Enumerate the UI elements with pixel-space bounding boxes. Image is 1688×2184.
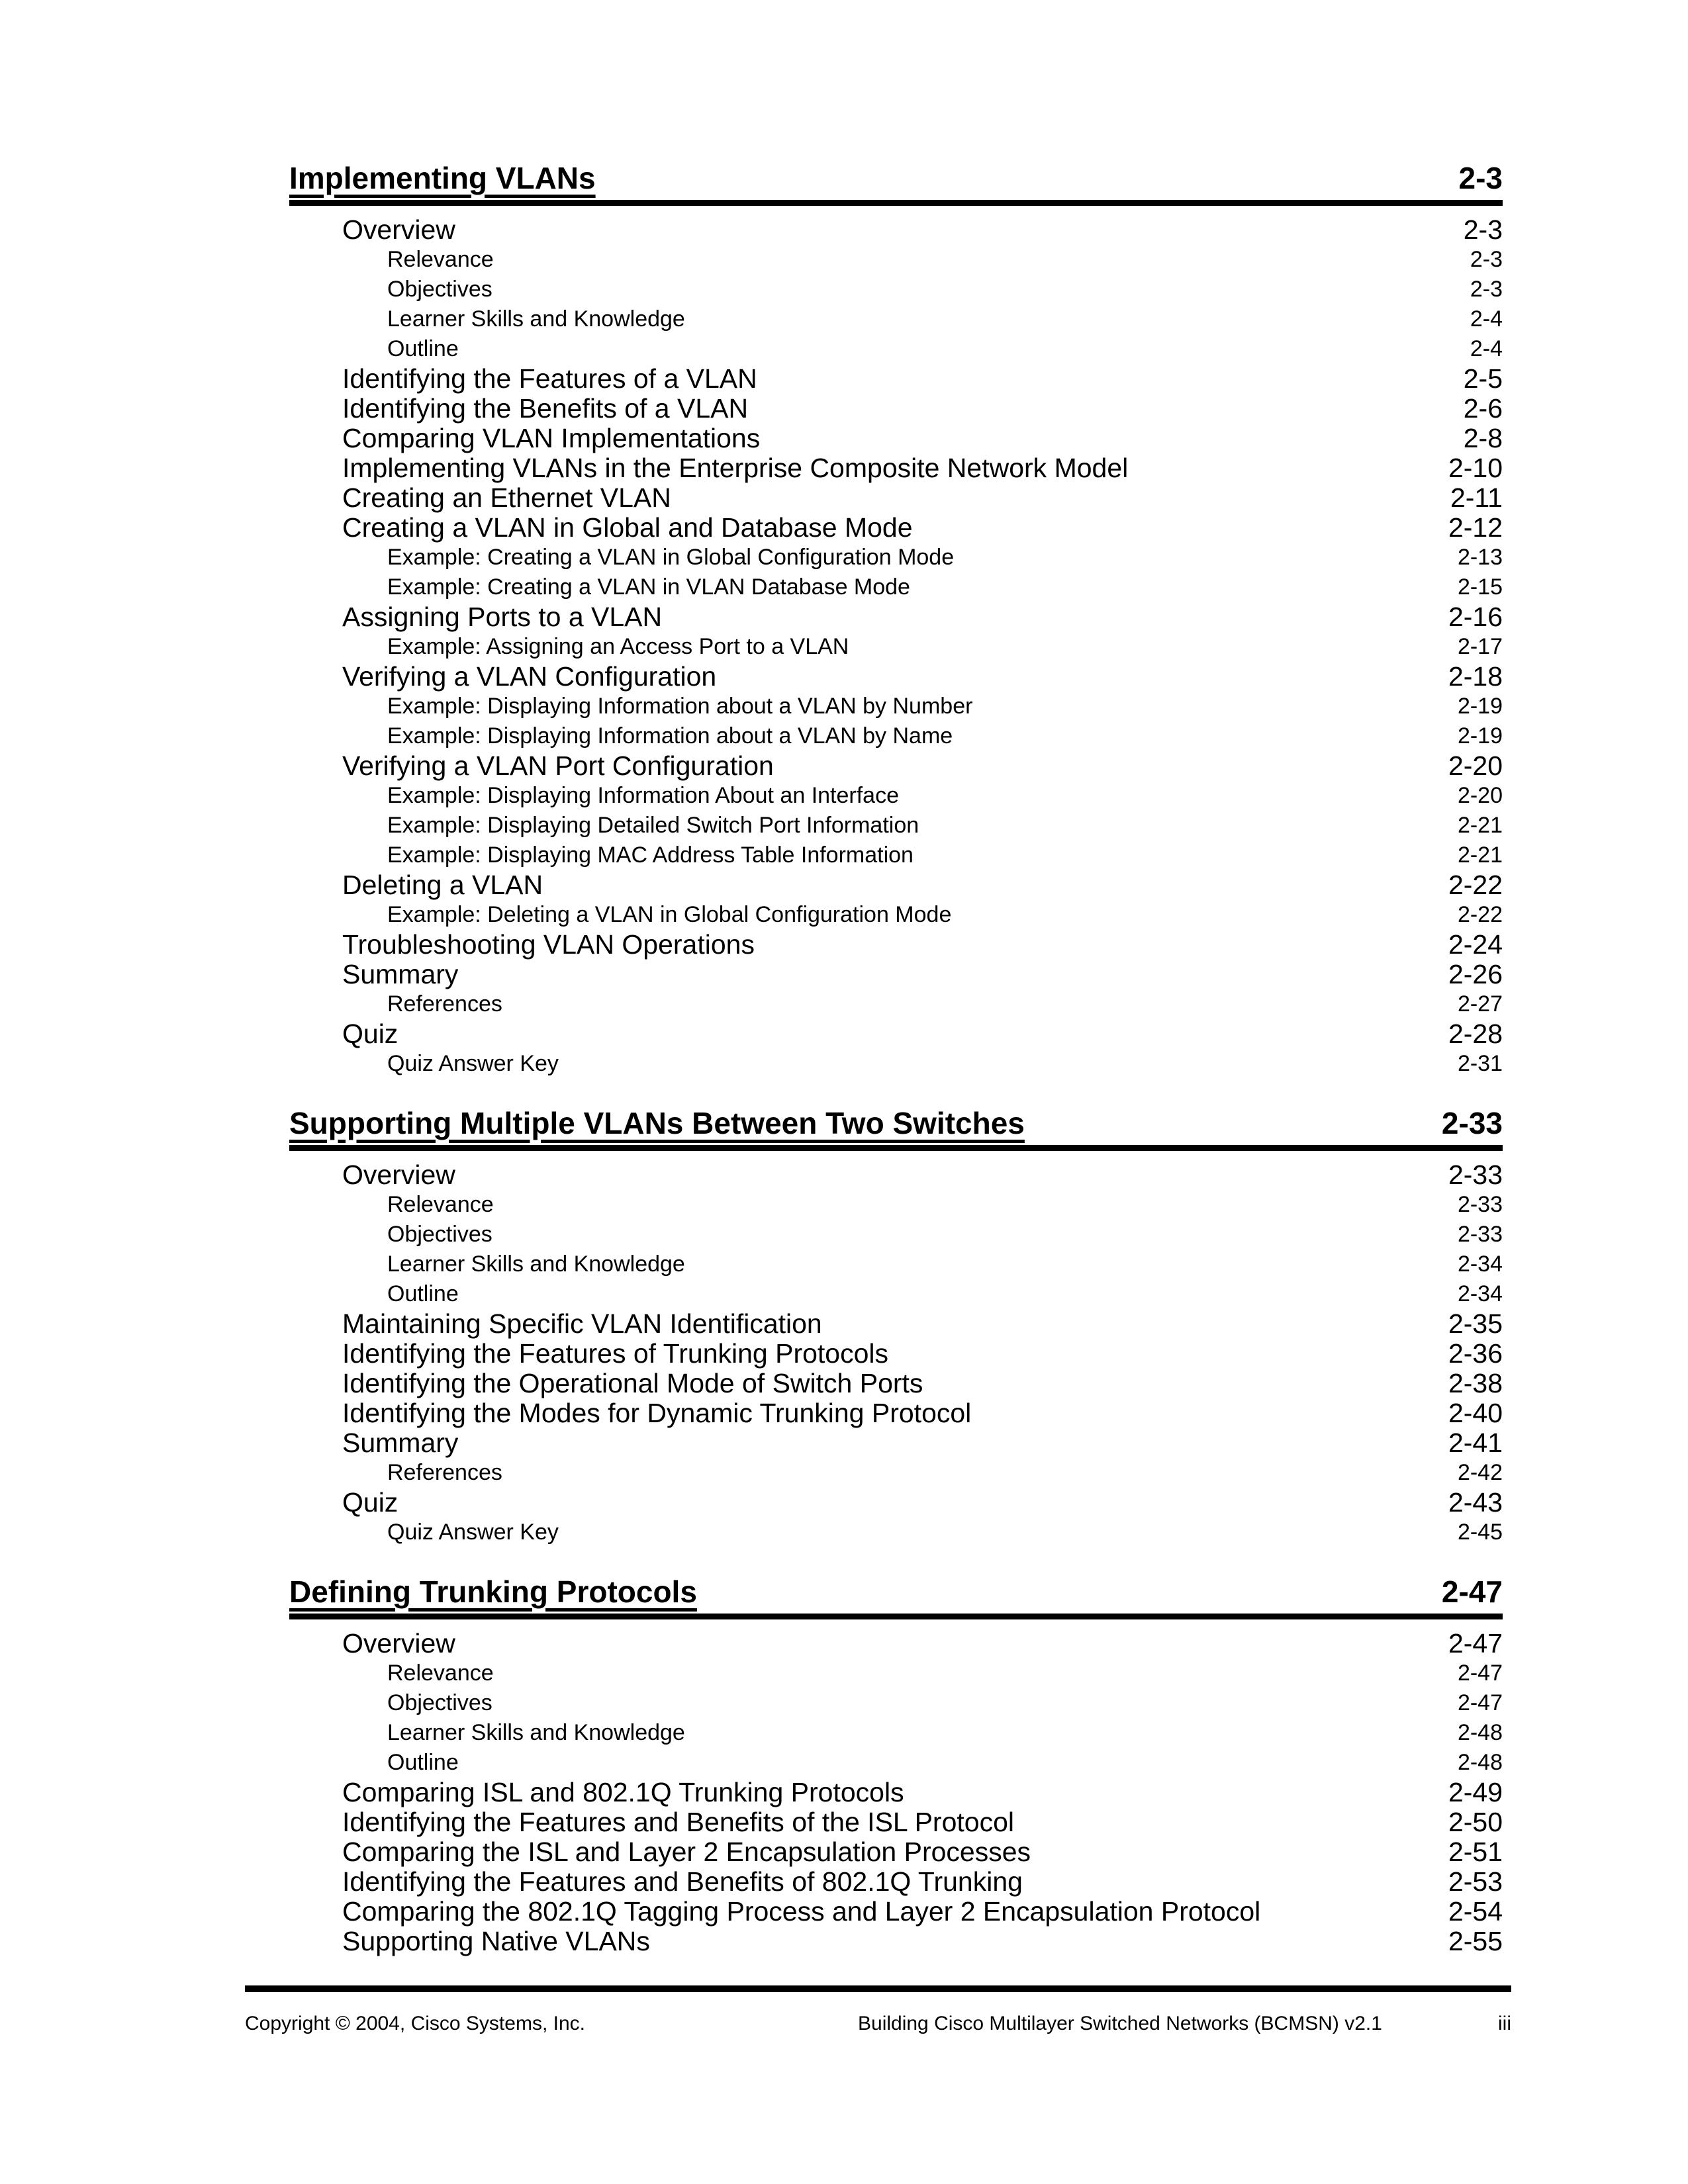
toc-entry-label: Quiz bbox=[342, 1019, 399, 1049]
toc-row bbox=[289, 1837, 1503, 1867]
toc-row bbox=[289, 781, 1503, 811]
toc-entry-label: Learner Skills and Knowledge bbox=[387, 1720, 685, 1745]
toc-row bbox=[289, 1927, 1503, 1956]
toc-row bbox=[289, 453, 1503, 483]
toc-entry-page: 2-20 bbox=[1448, 751, 1503, 781]
toc-entry-page: 2-18 bbox=[1448, 661, 1503, 692]
toc-entry-label: Deleting a VLAN bbox=[342, 870, 543, 900]
toc-entry-label: Assigning Ports to a VLAN bbox=[342, 602, 663, 632]
toc-entry-page: 2-13 bbox=[1457, 545, 1503, 570]
toc-row bbox=[289, 1659, 1503, 1688]
toc-row bbox=[289, 1160, 1503, 1190]
toc-entry-label: Example: Displaying Information About an Interface bbox=[387, 783, 899, 808]
toc-row bbox=[289, 572, 1503, 602]
page-footer bbox=[245, 1985, 1511, 2052]
toc-row bbox=[289, 721, 1503, 751]
toc-entry-label: Identifying the Operational Mode of Switch Ports bbox=[342, 1369, 923, 1398]
toc-entry-label: Verifying a VLAN Configuration bbox=[342, 662, 717, 692]
toc-row bbox=[289, 275, 1503, 304]
toc-row bbox=[289, 483, 1503, 513]
toc-entry-label: Identifying the Features and Benefits of 802.1Q Trunking bbox=[342, 1867, 1023, 1897]
toc-entry-page: 2-19 bbox=[1457, 694, 1503, 719]
toc-entry-label: Overview bbox=[342, 1629, 455, 1659]
toc-entry-label: Verifying a VLAN Port Configuration bbox=[342, 751, 774, 781]
toc-entry-label: Outline bbox=[387, 1281, 459, 1306]
toc-entry-label: Supporting Native VLANs bbox=[342, 1927, 650, 1956]
toc-entry-page: 2-50 bbox=[1448, 1807, 1503, 1837]
toc-row bbox=[289, 1867, 1503, 1897]
toc bbox=[289, 160, 1503, 1956]
toc-entry-label: Outline bbox=[387, 1750, 459, 1775]
section-entries bbox=[289, 1151, 1503, 1547]
toc-entry-label: Comparing the ISL and Layer 2 Encapsulation Processes bbox=[342, 1837, 1031, 1867]
toc-entry-page: 2-22 bbox=[1448, 870, 1503, 900]
toc-row bbox=[289, 900, 1503, 930]
toc-entry-page: 2-54 bbox=[1448, 1896, 1503, 1927]
toc-entry-label: Learner Skills and Knowledge bbox=[387, 306, 685, 332]
toc-row bbox=[289, 1220, 1503, 1250]
toc-row bbox=[289, 1190, 1503, 1220]
toc-entry-page: 2-47 bbox=[1448, 1628, 1503, 1659]
toc-entry-page: 2-34 bbox=[1457, 1251, 1503, 1277]
toc-entry-label: Identifying the Features and Benefits of the ISL Protocol bbox=[342, 1807, 1014, 1837]
toc-entry-page: 2-53 bbox=[1448, 1866, 1503, 1897]
toc-row bbox=[289, 930, 1503, 960]
toc-row bbox=[289, 841, 1503, 870]
toc-row bbox=[289, 1279, 1503, 1309]
toc-row bbox=[289, 960, 1503, 989]
toc-entry-page: 2-4 bbox=[1470, 336, 1503, 361]
toc-row bbox=[289, 215, 1503, 245]
toc-entry-label: Identifying the Features of Trunking Protocols bbox=[342, 1339, 889, 1369]
toc-entry-page: 2-21 bbox=[1457, 842, 1503, 868]
toc-entry-label: Relevance bbox=[387, 247, 494, 272]
section-title: Supporting Multiple VLANs Between Two Switches bbox=[289, 1106, 1025, 1140]
toc-entry-page: 2-8 bbox=[1463, 423, 1503, 453]
toc-entry-label: Summary bbox=[342, 1428, 459, 1458]
toc-entry-page: 2-10 bbox=[1448, 453, 1503, 483]
toc-entry-page: 2-41 bbox=[1448, 1428, 1503, 1458]
toc-entry-label: Comparing the 802.1Q Tagging Process and Layer 2 Encapsulation Protocol bbox=[342, 1897, 1261, 1927]
toc-entry-page: 2-48 bbox=[1457, 1750, 1503, 1775]
toc-row bbox=[289, 364, 1503, 394]
section-entries bbox=[289, 1619, 1503, 1956]
toc-entry-page: 2-42 bbox=[1457, 1460, 1503, 1485]
toc-entry-page: 2-51 bbox=[1448, 1837, 1503, 1867]
toc-section bbox=[289, 1574, 1503, 1956]
toc-row bbox=[289, 632, 1503, 662]
toc-row bbox=[289, 1369, 1503, 1398]
toc-row bbox=[289, 1807, 1503, 1837]
toc-entry-page: 2-17 bbox=[1457, 634, 1503, 659]
toc-row bbox=[289, 751, 1503, 781]
toc-row bbox=[289, 692, 1503, 721]
toc-entry-page: 2-3 bbox=[1463, 214, 1503, 245]
toc-row bbox=[289, 1688, 1503, 1718]
toc-entry-label: References bbox=[387, 991, 502, 1017]
toc-entry-page: 2-3 bbox=[1470, 277, 1503, 302]
toc-entry-label: Troubleshooting VLAN Operations bbox=[342, 930, 755, 960]
toc-entry-label: Objectives bbox=[387, 1222, 492, 1247]
toc-row bbox=[289, 1019, 1503, 1049]
toc-entry-label: Example: Creating a VLAN in Global Configuration Mode bbox=[387, 545, 955, 570]
toc-entry-page: 2-35 bbox=[1448, 1308, 1503, 1339]
toc-row bbox=[289, 394, 1503, 424]
toc-row bbox=[289, 1778, 1503, 1807]
toc-entry-label: Identifying the Benefits of a VLAN bbox=[342, 394, 749, 424]
section-page: 2-33 bbox=[1441, 1106, 1503, 1140]
toc-entry-page: 2-21 bbox=[1457, 813, 1503, 838]
toc-entry-page: 2-11 bbox=[1450, 482, 1503, 513]
toc-entry-page: 2-48 bbox=[1457, 1720, 1503, 1745]
toc-entry-label: Example: Displaying Detailed Switch Port Information bbox=[387, 813, 919, 838]
toc-entry-label: Implementing VLANs in the Enterprise Composite Network Model bbox=[342, 453, 1129, 483]
toc-entry-page: 2-16 bbox=[1448, 602, 1503, 632]
toc-entry-label: Relevance bbox=[387, 1661, 494, 1686]
section-title: Defining Trunking Protocols bbox=[289, 1574, 697, 1609]
toc-entry-page: 2-45 bbox=[1457, 1520, 1503, 1545]
toc-section-header bbox=[289, 160, 1503, 206]
toc-entry-label: Identifying the Modes for Dynamic Trunking Protocol bbox=[342, 1398, 972, 1428]
toc-entry-page: 2-31 bbox=[1457, 1051, 1503, 1076]
toc-section-header bbox=[289, 1574, 1503, 1619]
toc-entry-page: 2-33 bbox=[1448, 1160, 1503, 1190]
toc-row bbox=[289, 513, 1503, 543]
toc-entry-label: Learner Skills and Knowledge bbox=[387, 1251, 685, 1277]
toc-row bbox=[289, 1339, 1503, 1369]
toc-entry-label: Quiz bbox=[342, 1488, 399, 1518]
toc-entry-label: Creating a VLAN in Global and Database Mode bbox=[342, 513, 913, 543]
toc-entry-page: 2-3 bbox=[1470, 247, 1503, 272]
toc-row bbox=[289, 543, 1503, 572]
toc-entry-label: Example: Assigning an Access Port to a VLAN bbox=[387, 634, 849, 659]
toc-entry-label: Overview bbox=[342, 215, 455, 245]
footer-copyright: Copyright © 2004, Cisco Systems, Inc. bbox=[245, 2013, 585, 2034]
toc-row bbox=[289, 304, 1503, 334]
toc-section-header bbox=[289, 1105, 1503, 1151]
toc-entry-label: Example: Displaying MAC Address Table Information bbox=[387, 842, 914, 868]
toc-entry-label: Quiz Answer Key bbox=[387, 1051, 559, 1076]
toc-entry-page: 2-33 bbox=[1457, 1192, 1503, 1217]
toc-entry-page: 2-27 bbox=[1457, 991, 1503, 1017]
toc-entry-page: 2-47 bbox=[1457, 1690, 1503, 1715]
toc-entry-page: 2-19 bbox=[1457, 723, 1503, 749]
toc-entry-label: Summary bbox=[342, 960, 459, 989]
toc-entry-label: Objectives bbox=[387, 277, 492, 302]
toc-row bbox=[289, 1250, 1503, 1279]
toc-entry-label: Overview bbox=[342, 1160, 455, 1190]
toc-row bbox=[289, 1458, 1503, 1488]
toc-row bbox=[289, 1049, 1503, 1079]
toc-entry-page: 2-24 bbox=[1448, 929, 1503, 960]
toc-row bbox=[289, 811, 1503, 841]
toc-row bbox=[289, 662, 1503, 692]
toc-row bbox=[289, 602, 1503, 632]
toc-section bbox=[289, 1105, 1503, 1547]
toc-row bbox=[289, 245, 1503, 275]
toc-row bbox=[289, 1748, 1503, 1778]
toc-row bbox=[289, 1518, 1503, 1547]
toc-row bbox=[289, 1488, 1503, 1518]
toc-entry-label: Example: Deleting a VLAN in Global Configuration Mode bbox=[387, 902, 952, 927]
toc-entry-label: Quiz Answer Key bbox=[387, 1520, 559, 1545]
footer-course-title: Building Cisco Multilayer Switched Networks (BCMSN) v2.1 bbox=[858, 2013, 1382, 2034]
toc-entry-page: 2-55 bbox=[1448, 1926, 1503, 1956]
toc-entry-label: Example: Creating a VLAN in VLAN Database Mode bbox=[387, 574, 910, 600]
toc-row bbox=[289, 1428, 1503, 1458]
section-page: 2-3 bbox=[1458, 161, 1503, 195]
toc-entry-page: 2-49 bbox=[1448, 1777, 1503, 1807]
toc-entry-label: Relevance bbox=[387, 1192, 494, 1217]
toc-entry-label: Comparing ISL and 802.1Q Trunking Protocols bbox=[342, 1778, 904, 1807]
page-footer-inner bbox=[245, 1992, 1511, 2052]
toc-entry-label: Comparing VLAN Implementations bbox=[342, 424, 761, 453]
toc-section bbox=[289, 160, 1503, 1079]
toc-entry-label: Example: Displaying Information about a VLAN by Number bbox=[387, 694, 973, 719]
toc-entry-page: 2-40 bbox=[1448, 1398, 1503, 1428]
toc-entry-page: 2-20 bbox=[1457, 783, 1503, 808]
toc-entry-label: Outline bbox=[387, 336, 459, 361]
toc-row bbox=[289, 1309, 1503, 1339]
section-title: Implementing VLANs bbox=[289, 161, 596, 195]
toc-row bbox=[289, 1629, 1503, 1659]
toc-entry-page: 2-12 bbox=[1448, 512, 1503, 543]
toc-entry-page: 2-22 bbox=[1457, 902, 1503, 927]
toc-row bbox=[289, 334, 1503, 364]
toc-entry-page: 2-34 bbox=[1457, 1281, 1503, 1306]
toc-entry-page: 2-43 bbox=[1448, 1487, 1503, 1518]
toc-entry-page: 2-6 bbox=[1463, 393, 1503, 424]
toc-entry-page: 2-47 bbox=[1457, 1661, 1503, 1686]
toc-entry-page: 2-36 bbox=[1448, 1338, 1503, 1369]
toc-entry-label: Creating an Ethernet VLAN bbox=[342, 483, 671, 513]
toc-entry-label: Identifying the Features of a VLAN bbox=[342, 364, 757, 394]
toc-entry-page: 2-26 bbox=[1448, 959, 1503, 989]
footer-page-number: iii bbox=[1498, 2013, 1511, 2034]
toc-entry-label: Maintaining Specific VLAN Identification bbox=[342, 1309, 822, 1339]
section-entries bbox=[289, 206, 1503, 1079]
toc-row bbox=[289, 424, 1503, 453]
toc-row bbox=[289, 1398, 1503, 1428]
toc-row bbox=[289, 870, 1503, 900]
toc-entry-page: 2-5 bbox=[1463, 363, 1503, 394]
toc-entry-page: 2-33 bbox=[1457, 1222, 1503, 1247]
toc-row bbox=[289, 1718, 1503, 1748]
toc-row bbox=[289, 989, 1503, 1019]
toc-entry-page: 2-38 bbox=[1448, 1368, 1503, 1398]
toc-row bbox=[289, 1897, 1503, 1927]
toc-entry-label: References bbox=[387, 1460, 502, 1485]
toc-entry-label: Example: Displaying Information about a VLAN by Name bbox=[387, 723, 953, 749]
toc-entry-page: 2-28 bbox=[1448, 1019, 1503, 1049]
toc-entry-label: Objectives bbox=[387, 1690, 492, 1715]
toc-entry-page: 2-15 bbox=[1457, 574, 1503, 600]
section-page: 2-47 bbox=[1441, 1574, 1503, 1609]
toc-entry-page: 2-4 bbox=[1470, 306, 1503, 332]
